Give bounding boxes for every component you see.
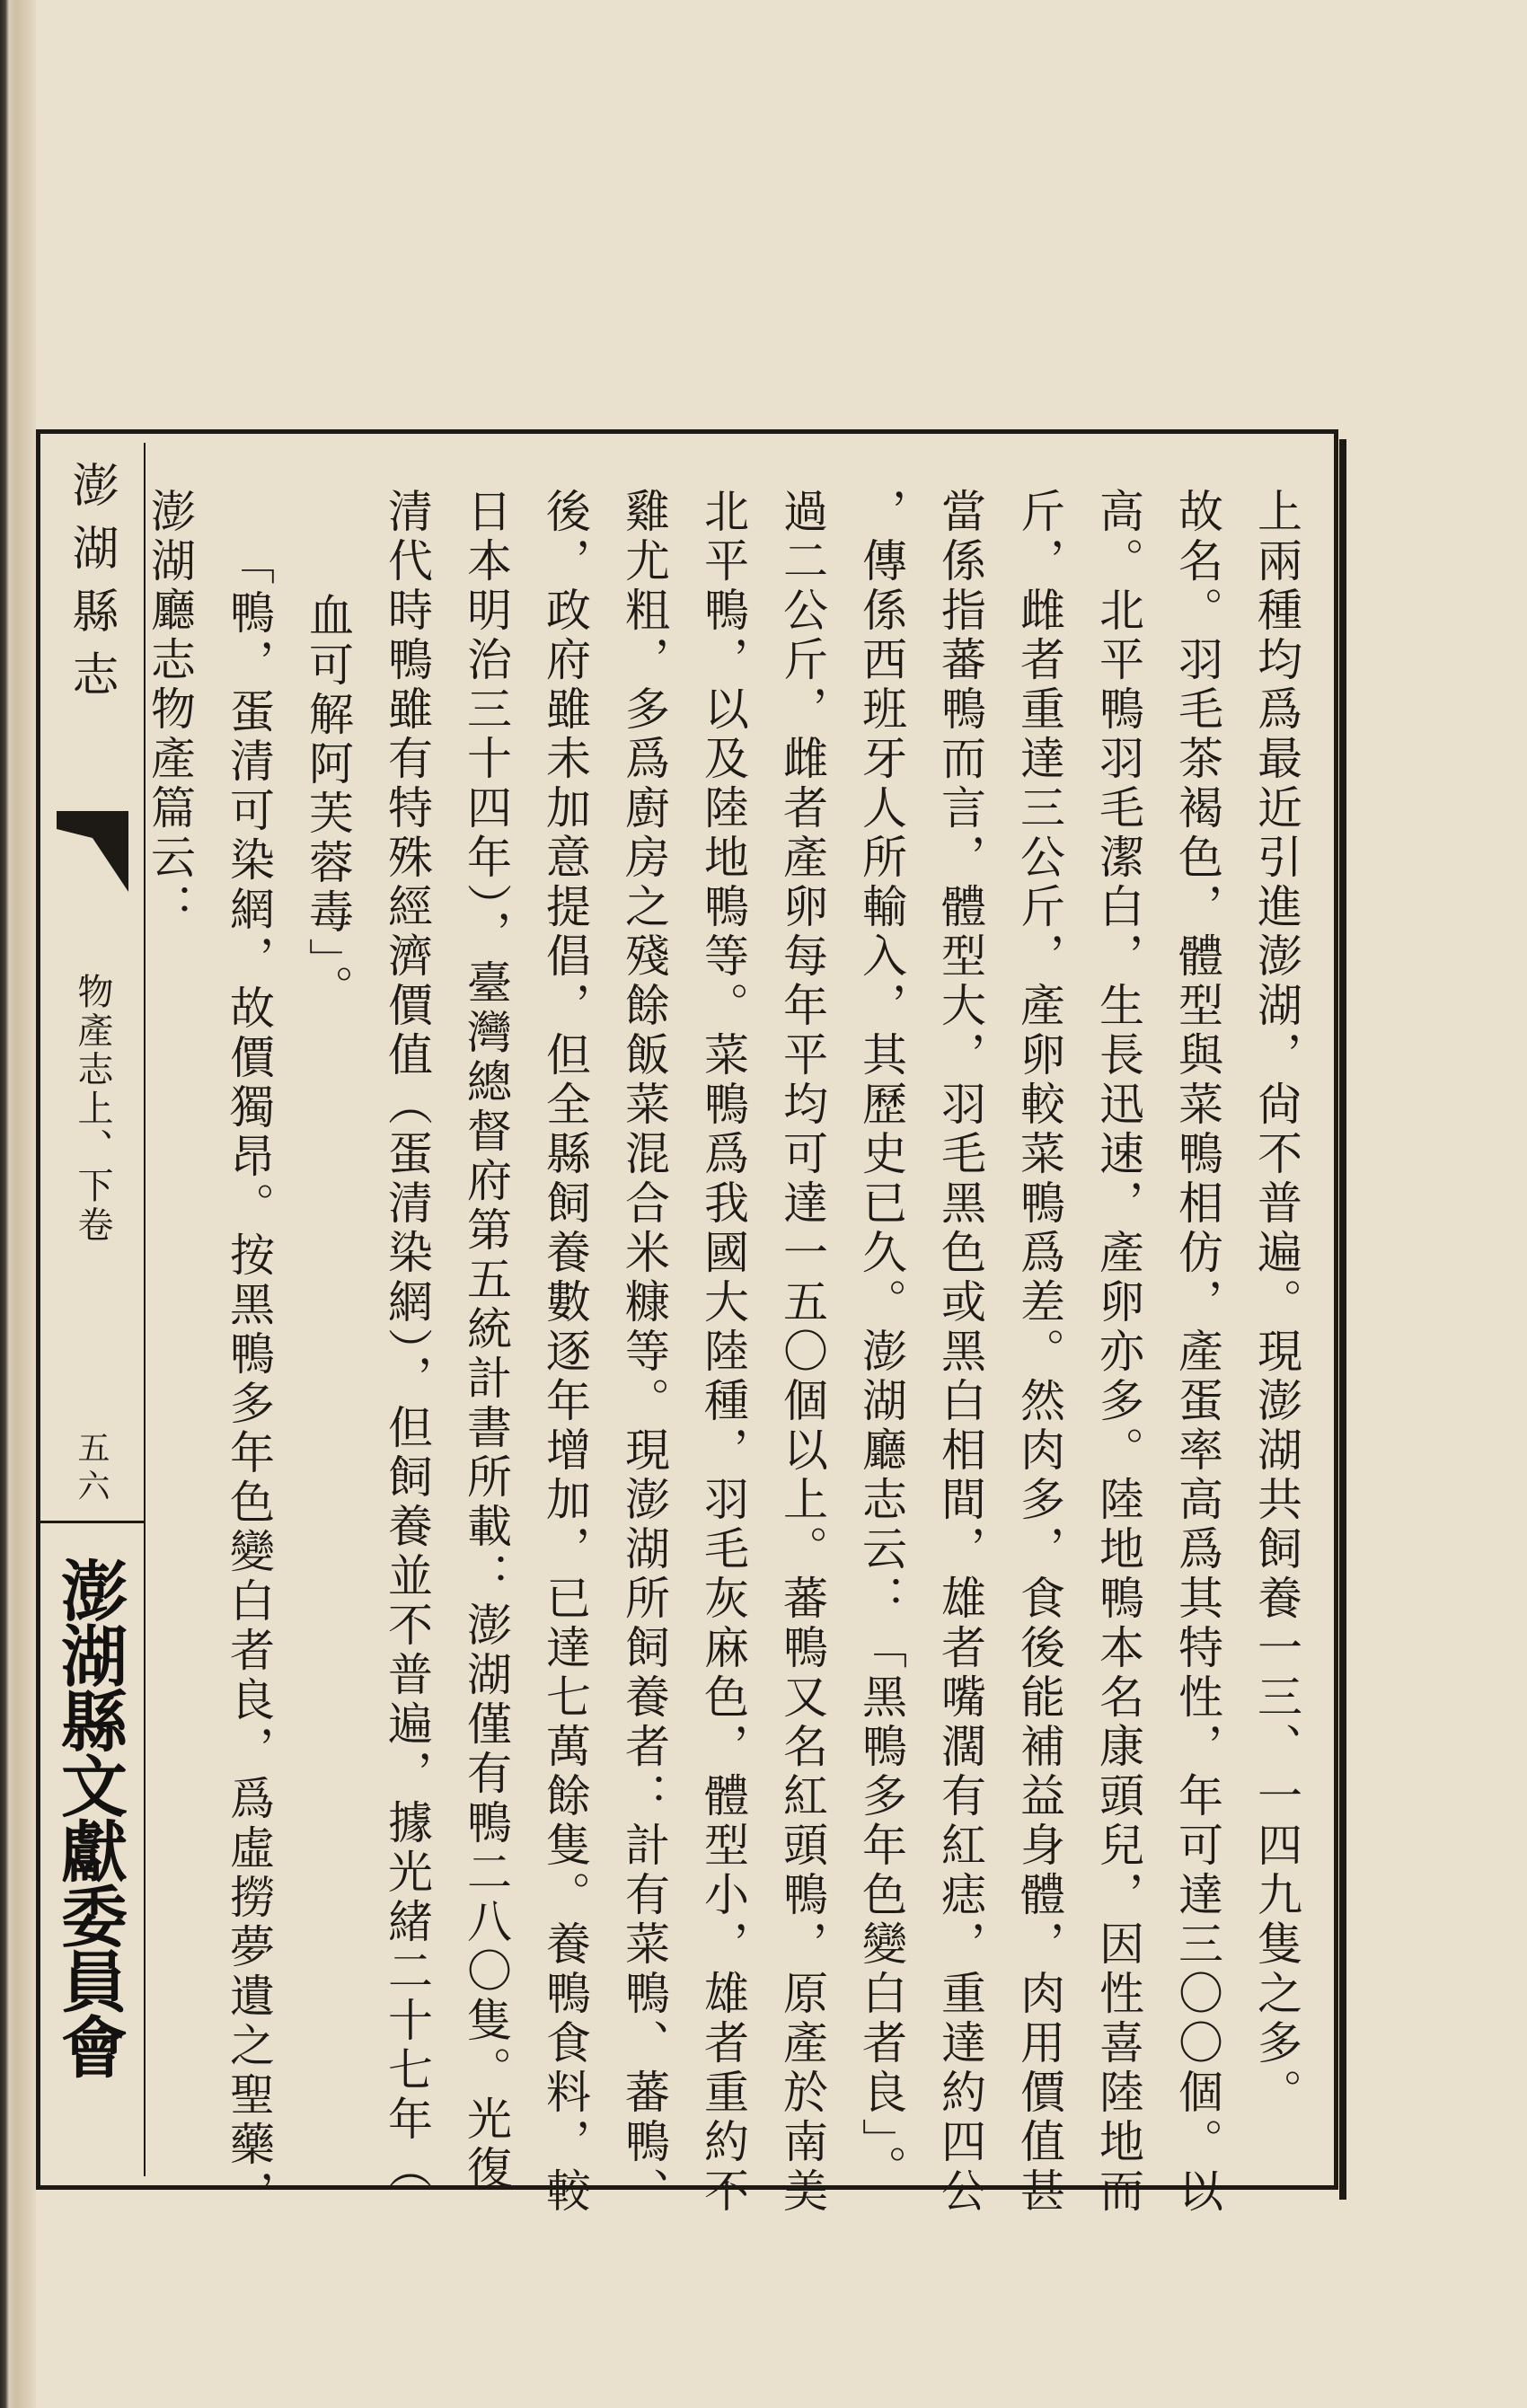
page-frame	[36, 429, 1338, 2219]
fishtail-ornament-icon	[57, 811, 128, 892]
page-number: 五六	[73, 1431, 110, 1507]
text-column: 過二公斤，雌者產卵每年平均可達一五〇個以上。蕃鴨又名紅頭鴨，原產於南美	[776, 488, 828, 2217]
text-columns	[130, 488, 1316, 2219]
body-text	[144, 488, 1316, 2219]
book-title: 澎湖縣志	[64, 461, 118, 713]
text-column: 故名。羽毛茶褐色，體型與菜鴨相仿，產蛋率高爲其特性，年可達三〇〇個。以	[1171, 488, 1223, 2217]
text-column: 高。北平鴨羽毛潔白，生長迅速，產卵亦多。陸地鴨本名康頭兒，因性喜陸地而	[1092, 488, 1144, 2217]
text-column: 清代時鴨雖有特殊經濟價值（蛋清染網），但飼養並不普遍，據光緒二十七年（	[381, 488, 433, 2194]
page-margin-column	[40, 434, 144, 2185]
text-column: 澎湖廳志物產篇云：	[144, 488, 196, 932]
publisher-name: 澎湖縣文獻委員會	[50, 1557, 128, 2078]
book-spine-edge	[0, 0, 36, 2408]
text-column: 雞尤粗，多爲廚房之殘餘飯菜混合米糠等。現澎湖所飼養者：計有菜鴨、蕃鴨、	[618, 488, 670, 2217]
text-column: 當係指蕃鴨而言，體型大，羽毛黑色或黑白相間，雄者嘴濶有紅痣，重達約四公	[934, 488, 986, 2217]
text-column: 「鴨，蛋清可染網，故價獨昂。按黑鴨多年色變白者良，爲虛撈夢遺之聖藥，	[223, 540, 275, 2219]
text-column: 血可解阿芙蓉毒」。	[302, 592, 354, 1014]
text-column: 後，政府雖未加意提倡，但全縣飼養數逐年增加，已達七萬餘隻。養鴨食料，較	[539, 488, 591, 2217]
text-column: ，傳係西班牙人所輸入，其歷史已久。澎湖廳志云：「黑鴨多年色變白者良」。	[855, 488, 907, 2194]
text-column: 上兩種均爲最近引進澎湖，尙不普遍。現澎湖共飼養一三、一四九隻之多。	[1250, 488, 1302, 2118]
margin-divider	[40, 1521, 144, 1523]
chapter-title: 物產志上、下卷	[72, 973, 113, 1245]
text-column: 北平鴨，以及陸地鴨等。菜鴨爲我國大陸種，羽毛灰麻色，體型小，雄者重約不	[697, 488, 749, 2217]
text-column: 斤，雌者重達三公斤，產卵較菜鴨爲差。然肉多，食後能補益身體，肉用價值甚	[1013, 488, 1065, 2217]
text-column: 日本明治三十四年），臺灣總督府第五統計書所載：澎湖僅有鴨二八〇隻。光復	[460, 488, 512, 2194]
